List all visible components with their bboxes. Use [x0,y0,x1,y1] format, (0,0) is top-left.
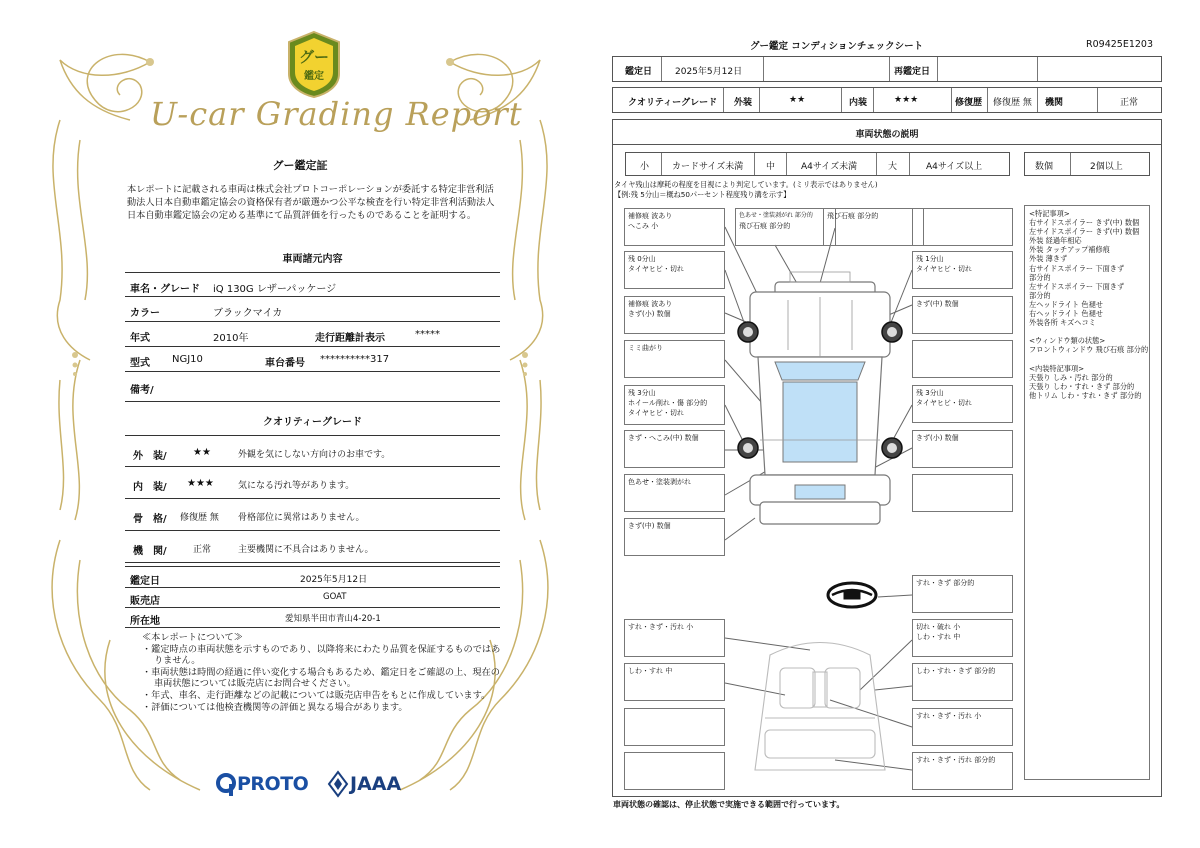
special-note-line: 外装各所 キズヘコミ [1029,318,1096,328]
sheet-title: グー鑑定 コンディションチェックシート [750,41,924,52]
size-large-desc: A4サイズ以上 [926,162,983,172]
spec-row-model [125,347,500,372]
repair-value: 修復歴 無 [993,98,1032,108]
reappraisal-label: 再鑑定日 [894,67,931,77]
special-note-line: 左サイドスポイラー 下面きず [1029,281,1125,291]
model-value: NGJ10 [172,354,203,365]
size-medium-desc: A4サイズ未満 [801,162,858,172]
special-note-line: フロントウィンドウ 飛び石痕 部分的 [1029,345,1149,355]
chassis-label: 車台番号 [265,358,305,369]
note-item: ・年式、車名、走行距離などの記載については販売店申告をもとに作成しています。 [142,689,491,701]
date-value: 2025年5月12日 [675,67,743,77]
special-note-line: 左ヘッドライト 色褪せ [1029,299,1103,309]
callout-interior-right-4: すれ・きず・汚れ 部分的 [912,752,1013,790]
interior-stars: ★★★ [187,478,214,489]
callout-left-door: ミミ曲がり [624,340,725,378]
model-label: 型式 [130,358,150,369]
interior-label: 内 装/ [133,482,167,493]
callout-front-center-line2: 飛び石痕 部分的 [739,222,791,230]
spec-row-name [125,272,500,297]
exterior-label: 外 装/ [133,451,167,462]
callout-rear-right-tire: 残 3分山 タイヤヒビ・切れ [912,385,1013,423]
callout-rear-right [912,474,1013,512]
appraisal-date-value: 2025年5月12日 [300,575,368,585]
count-desc: 2個以上 [1090,162,1123,172]
engine-value: 正常 [1120,98,1139,108]
callout-rear-left-tire: 残 3分山 ホイール削れ・傷 部分的 タイヤヒビ・切れ [624,385,725,425]
shop-value: GOAT [323,592,347,602]
badge-bottom-text: 鑑定 [304,71,324,82]
appraisal-row-date [125,566,500,588]
callout-rear-left: 色あせ・塗装剥がれ [624,474,725,512]
special-note-line: <特記事項> [1029,209,1070,218]
shop-label: 販売店 [130,596,160,607]
callout-interior-right-2: しわ・すれ・きず 部分的 [912,663,1013,701]
color-value: ブラックマイカ [213,308,283,319]
engine-label: 機関 [1045,98,1064,108]
size-medium: 中 [766,162,776,172]
note-item: ・鑑定時点の車両状態を示すものであり、以降将来にわたり品質を保証するものではありません。 [142,643,501,667]
special-note-line: 右ヘッドライト 色褪せ [1029,309,1103,319]
callout-interior-left-4 [624,752,725,790]
goo-appraisal-badge-icon [285,30,343,98]
address-label: 所在地 [130,616,160,627]
callout-interior-left-3 [624,708,725,746]
callout-rear-bumper: きず(中) 数個 [624,518,725,556]
callout-left-fender: 補修痕 波あり きず(小) 数個 [624,296,725,334]
quality-label: クオリティーグレード [628,98,718,108]
callout-interior-left-1: すれ・きず・汚れ 小 [624,619,725,657]
quality-row-frame [125,499,500,531]
callout-front-left-tire: 残 0分山 タイヤヒビ・切れ [624,251,725,289]
color-label: カラー [130,308,160,319]
special-note-line: 外装 経過年相応 [1029,236,1082,246]
spec-row-year [125,322,500,347]
special-note-line: 右サイドスポイラー 下面きず [1029,263,1125,273]
badge-top-text: グー [298,48,330,66]
special-note-line: 部分的 [1029,272,1051,282]
exterior-stars: ★★ [789,95,806,105]
report-title-script: U-car Grading Report [150,95,523,133]
callout-interior-right-1: 切れ・破れ 小 しわ・すれ 中 [912,619,1013,657]
appraisal-row-address [125,608,500,628]
engine-value: 正常 [193,545,212,555]
sheet-footer: 車両状態の確認は、停止状態で実施できる範囲で行っています。 [613,800,845,809]
car-interior-diagram [755,643,885,771]
name-label: 車名・グレード [130,284,200,295]
count-label: 数個 [1035,162,1054,172]
callout-left-quarter: きず・へこみ(中) 数個 [624,430,725,468]
report-notes [142,632,502,713]
proto-logo-icon [215,772,237,798]
special-note-line: 右サイドスポイラー きず(中) 数個 [1029,218,1140,228]
mileage-label: 走行距離計表示 [315,333,385,344]
callout-interior-left-2: しわ・すれ 中 [624,663,725,701]
engine-label: 機 関/ [133,546,167,557]
callout-interior-right-3: すれ・きず・汚れ 小 [912,708,1013,746]
chassis-value: **********317 [320,354,390,365]
ornament-mid-left [73,360,80,520]
name-value: iQ 130G レザーパッケージ [213,284,337,295]
ornament-mid-right [520,360,527,520]
size-small: 小 [640,162,650,172]
note-item: ・車両状態は時間の経過に伴い変化する場合もあるため、鑑定日をご確認の上、現在の車両状態については販売店にお問合せください。 [142,666,500,690]
certificate-title: グー鑑定証 [272,159,328,172]
special-note-line: 部分的 [1029,290,1051,300]
steering-wheel-icon [828,583,876,607]
condition-check-sheet [600,0,1200,848]
car-roof-glass [783,382,857,462]
callout-right-quarter: きず(小) 数個 [912,430,1013,468]
exterior-stars: ★★ [193,447,211,458]
ornament-top-left [87,54,150,111]
address-value: 愛知県半田市青山4-20-1 [285,614,381,624]
size-large: 大 [888,162,898,172]
special-note-line: <ウィンドウ類の状態> [1029,336,1106,346]
special-note-line: <内装特記事項> [1029,363,1085,373]
tire-note: タイヤ残山は摩耗の程度を目視により判定しています。(ミリ表示ではありません) [614,180,878,189]
special-note-line: 外装 薄きず [1029,254,1068,264]
callout-windshield: 飛び石痕 部分的 [823,208,924,246]
special-note-line: 天張り しわ・すれ・きず 部分的 [1029,381,1135,391]
frame-label: 骨 格/ [133,514,167,525]
special-note-line: 他トリム しわ・すれ・きず 部分的 [1029,390,1142,400]
callout-steering: すれ・きず 部分的 [912,575,1013,613]
certificate-statement: 本レポートに記載される車両は株式会社プロトコーポレーションが委託する特定非営利活動法人日本自動車鑑定協会の資格保有者が厳選かつ公平な検査を行い特定非営利活動法人日本自動車鑑定協会の定める基準にて品質評価を行ったものであることを証明する。 [127,184,495,221]
frame-value: 修復歴 無 [180,513,219,523]
car-rear-bumper [760,502,880,524]
remarks-label: 備考/ [130,385,154,396]
engine-text: 主要機関に不具合はありません。 [238,545,374,555]
spec-row-color [125,297,500,322]
appraisal-row-shop [125,588,500,608]
footer-logos [215,770,415,800]
appraisal-date-label: 鑑定日 [130,576,160,587]
callout-front-right-top [912,208,1013,246]
jaaa-logo-icon [327,770,349,798]
car-windshield [775,362,865,380]
special-note-line: 左サイドスポイラー きず(中) 数個 [1029,227,1140,237]
interior-label: 内装 [849,98,868,108]
spec-row-remarks [125,372,500,402]
tire-note-example: 【例:残 5分山＝概ね50パーセント程度残り溝を示す】 [614,190,791,199]
quality-row-engine [125,531,500,563]
quality-row-interior [125,467,500,499]
callout-front-right-tire: 残 1分山 タイヤヒビ・切れ [912,251,1013,289]
year-label: 年式 [130,333,150,344]
note-item: ・評価については他検査機関等の評価と異なる場合があります。 [142,701,408,713]
repair-label: 修復歴 [955,98,983,108]
callout-front-center-line1: 色あせ・塗装剥がれ 部分的 [739,212,813,219]
callout-front-center [735,208,836,246]
date-label: 鑑定日 [625,67,653,77]
jaaa-logo-text: JAAA [350,773,402,795]
size-small-desc: カードサイズ未満 [672,162,744,172]
notes-title: ≪本レポートについて≫ [142,632,243,643]
special-note-line: 外装 タッチアップ補修痕 [1029,245,1110,255]
condition-title: 車両状態の説明 [855,130,919,140]
callout-right-door [912,340,1013,378]
year-value: 2010年 [213,333,249,344]
callout-right-fender: きず(中) 数個 [912,296,1013,334]
interior-text: 気になる汚れ等があります。 [238,481,355,491]
sheet-code: R09425E1203 [1086,39,1154,50]
quality-section-title: クオリティーグレード [263,417,362,428]
quality-row-exterior [125,435,500,467]
callout-front-left: 補修痕 波あり へこみ 小 [624,208,725,246]
car-rear-window [795,485,845,499]
frame-text: 骨格部位に異常はありません。 [238,513,365,523]
interior-stars: ★★★ [894,95,919,105]
spec-section-title: 車両諸元内容 [282,254,343,265]
exterior-text: 外観を気にしない方向けのお車です。 [238,450,391,460]
exterior-label: 外装 [734,98,753,108]
special-note-line: 天張り しみ・汚れ 部分的 [1029,372,1113,382]
mileage-value: ***** [415,329,440,340]
proto-logo-text: PROTO [237,773,309,795]
